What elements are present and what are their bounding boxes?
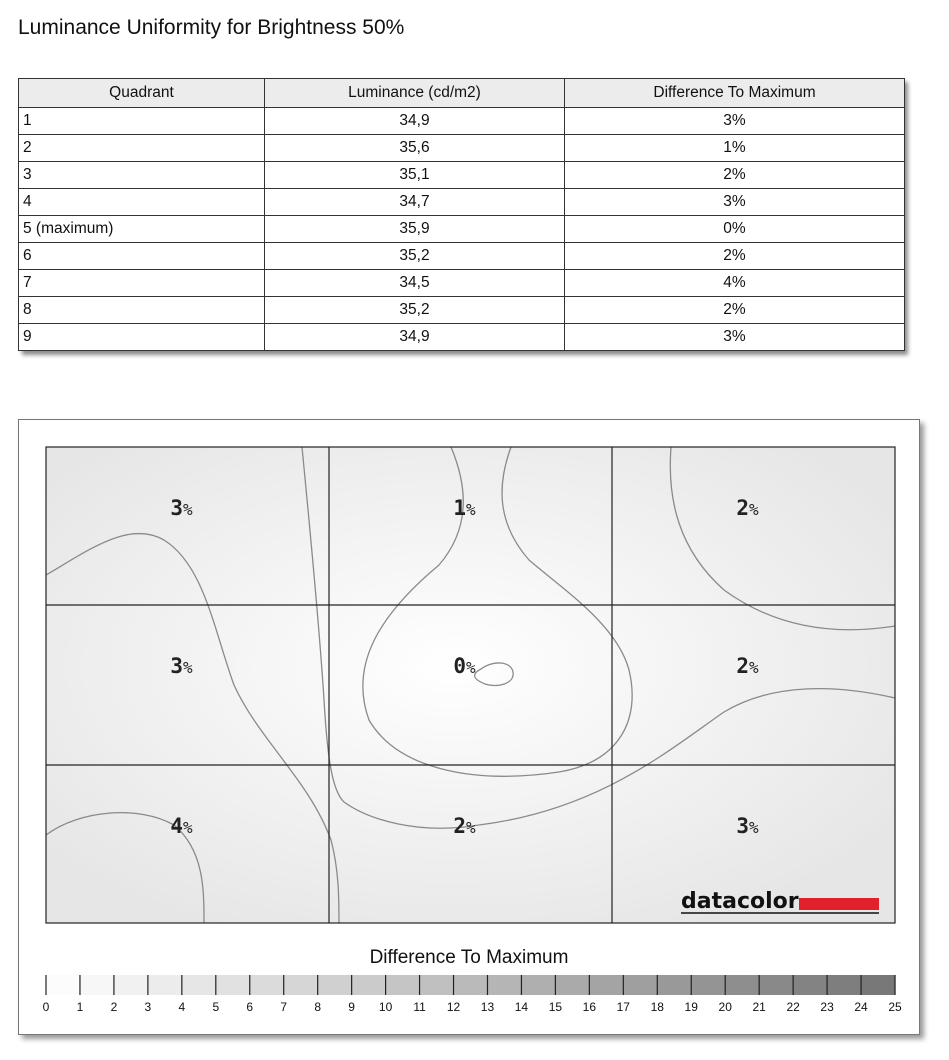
table-row bbox=[19, 324, 905, 351]
scale-swatch bbox=[725, 975, 760, 995]
table-row bbox=[19, 189, 905, 216]
quadrant-cell: 3 bbox=[19, 162, 265, 189]
scale-swatch bbox=[46, 975, 81, 995]
luminance-cell: 34,7 bbox=[265, 189, 565, 216]
scale-swatch bbox=[182, 975, 217, 995]
scale-tick-label: 21 bbox=[752, 1000, 766, 1014]
difference-cell: 3% bbox=[565, 108, 905, 135]
scale-swatch bbox=[318, 975, 353, 995]
column-header-quadrant: Quadrant bbox=[19, 79, 265, 108]
luminance-cell: 34,9 bbox=[265, 324, 565, 351]
difference-cell: 0% bbox=[565, 216, 905, 243]
scale-tick-label: 18 bbox=[650, 1000, 664, 1014]
datacolor-logo-text: datacolor bbox=[681, 889, 799, 914]
scale-tick-label: 3 bbox=[144, 1000, 152, 1014]
difference-cell: 2% bbox=[565, 243, 905, 270]
difference-cell: 3% bbox=[565, 189, 905, 216]
cell-label-r3-c1: 4% bbox=[170, 814, 193, 838]
scale-swatch bbox=[454, 975, 489, 995]
scale-tick-label: 24 bbox=[854, 1000, 868, 1014]
column-header-luminance: Luminance (cd/m2) bbox=[265, 79, 565, 108]
scale-tick-label: 8 bbox=[314, 1000, 322, 1014]
scale-tick-label: 11 bbox=[413, 1000, 426, 1014]
scale-swatch bbox=[827, 975, 862, 995]
quadrant-cell: 9 bbox=[19, 324, 265, 351]
table-row bbox=[19, 270, 905, 297]
luminance-cell: 35,6 bbox=[265, 135, 565, 162]
quadrant-cell: 8 bbox=[19, 297, 265, 324]
luminance-cell: 35,2 bbox=[265, 243, 565, 270]
scale-tick-label: 23 bbox=[820, 1000, 834, 1014]
uniformity-chart-panel bbox=[18, 419, 920, 1035]
scale-swatch bbox=[657, 975, 692, 995]
column-header-difference: Difference To Maximum bbox=[565, 79, 905, 108]
scale-tick-label: 2 bbox=[110, 1000, 118, 1014]
scale-tick-label: 17 bbox=[616, 1000, 630, 1014]
scale-tick-label: 13 bbox=[480, 1000, 495, 1014]
difference-cell: 3% bbox=[565, 324, 905, 351]
luminance-cell: 35,2 bbox=[265, 297, 565, 324]
scale-tick-label: 12 bbox=[446, 1000, 461, 1014]
scale-tick-label: 20 bbox=[718, 1000, 732, 1014]
scale-swatch bbox=[759, 975, 794, 995]
cell-label-r3-c2: 2% bbox=[453, 814, 476, 838]
scale-tick-label: 1 bbox=[76, 1000, 84, 1014]
table-row bbox=[19, 162, 905, 189]
page-title: Luminance Uniformity for Brightness 50% bbox=[18, 16, 405, 39]
cell-label-r2-c2: 0% bbox=[453, 654, 476, 678]
scale-swatch bbox=[623, 975, 658, 995]
difference-cell: 4% bbox=[565, 270, 905, 297]
scale-swatch bbox=[216, 975, 251, 995]
luminance-cell: 34,5 bbox=[265, 270, 565, 297]
luminance-cell: 34,9 bbox=[265, 108, 565, 135]
scale-swatch bbox=[114, 975, 149, 995]
logo-red-bar bbox=[799, 898, 879, 910]
difference-cell: 1% bbox=[565, 135, 905, 162]
cell-label-r1-c2: 1% bbox=[453, 496, 476, 520]
scale-tick-label: 10 bbox=[378, 1000, 393, 1014]
scale-tick-label: 16 bbox=[582, 1000, 597, 1014]
table-row bbox=[19, 243, 905, 270]
scale-title: Difference To Maximum bbox=[369, 947, 569, 968]
scale-tick-label: 4 bbox=[178, 1000, 186, 1014]
cell-label-r3-c3: 3% bbox=[736, 814, 759, 838]
scale-tick-label: 14 bbox=[514, 1000, 529, 1014]
quadrant-cell: 1 bbox=[19, 108, 265, 135]
quadrant-cell: 2 bbox=[19, 135, 265, 162]
cell-label-r1-c1: 3% bbox=[170, 496, 193, 520]
scale-tick-label: 9 bbox=[348, 1000, 355, 1014]
luminance-cell: 35,9 bbox=[265, 216, 565, 243]
quadrant-cell: 7 bbox=[19, 270, 265, 297]
scale-tick-label: 15 bbox=[548, 1000, 563, 1014]
scale-swatch bbox=[793, 975, 828, 995]
scale-swatch bbox=[420, 975, 455, 995]
table-row bbox=[19, 108, 905, 135]
scale-swatch bbox=[284, 975, 319, 995]
table-row bbox=[19, 297, 905, 324]
scale-tick-label: 6 bbox=[246, 1000, 254, 1014]
scale-tick-label: 7 bbox=[280, 1000, 288, 1014]
scale-swatch bbox=[386, 975, 421, 995]
scale-tick-label: 25 bbox=[888, 1000, 902, 1014]
cell-label-r2-c1: 3% bbox=[170, 654, 193, 678]
scale-tick-label: 22 bbox=[786, 1000, 800, 1014]
scale-swatch bbox=[80, 975, 115, 995]
uniformity-table-container bbox=[18, 78, 904, 351]
scale-swatch bbox=[589, 975, 624, 995]
scale-swatch bbox=[691, 975, 726, 995]
difference-cell: 2% bbox=[565, 162, 905, 189]
table-row bbox=[19, 135, 905, 162]
quadrant-cell: 6 bbox=[19, 243, 265, 270]
scale-tick-label: 19 bbox=[684, 1000, 698, 1014]
table-header-row bbox=[19, 79, 905, 108]
cell-label-r2-c3: 2% bbox=[736, 654, 759, 678]
scale-swatch bbox=[555, 975, 590, 995]
luminance-cell: 35,1 bbox=[265, 162, 565, 189]
scale-tick-label: 5 bbox=[212, 1000, 220, 1014]
uniformity-table bbox=[18, 78, 905, 351]
scale-swatch bbox=[521, 975, 556, 995]
scale-swatch bbox=[250, 975, 285, 995]
uniformity-heatmap bbox=[19, 420, 919, 1034]
difference-cell: 2% bbox=[565, 297, 905, 324]
quadrant-cell: 4 bbox=[19, 189, 265, 216]
difference-scale bbox=[43, 975, 902, 1014]
cell-label-r1-c3: 2% bbox=[736, 496, 759, 520]
scale-swatch bbox=[861, 975, 896, 995]
scale-tick-label: 0 bbox=[42, 1000, 50, 1014]
quadrant-cell: 5 (maximum) bbox=[19, 216, 265, 243]
scale-swatch bbox=[487, 975, 522, 995]
scale-swatch bbox=[148, 975, 183, 995]
table-row bbox=[19, 216, 905, 243]
scale-swatch bbox=[352, 975, 387, 995]
